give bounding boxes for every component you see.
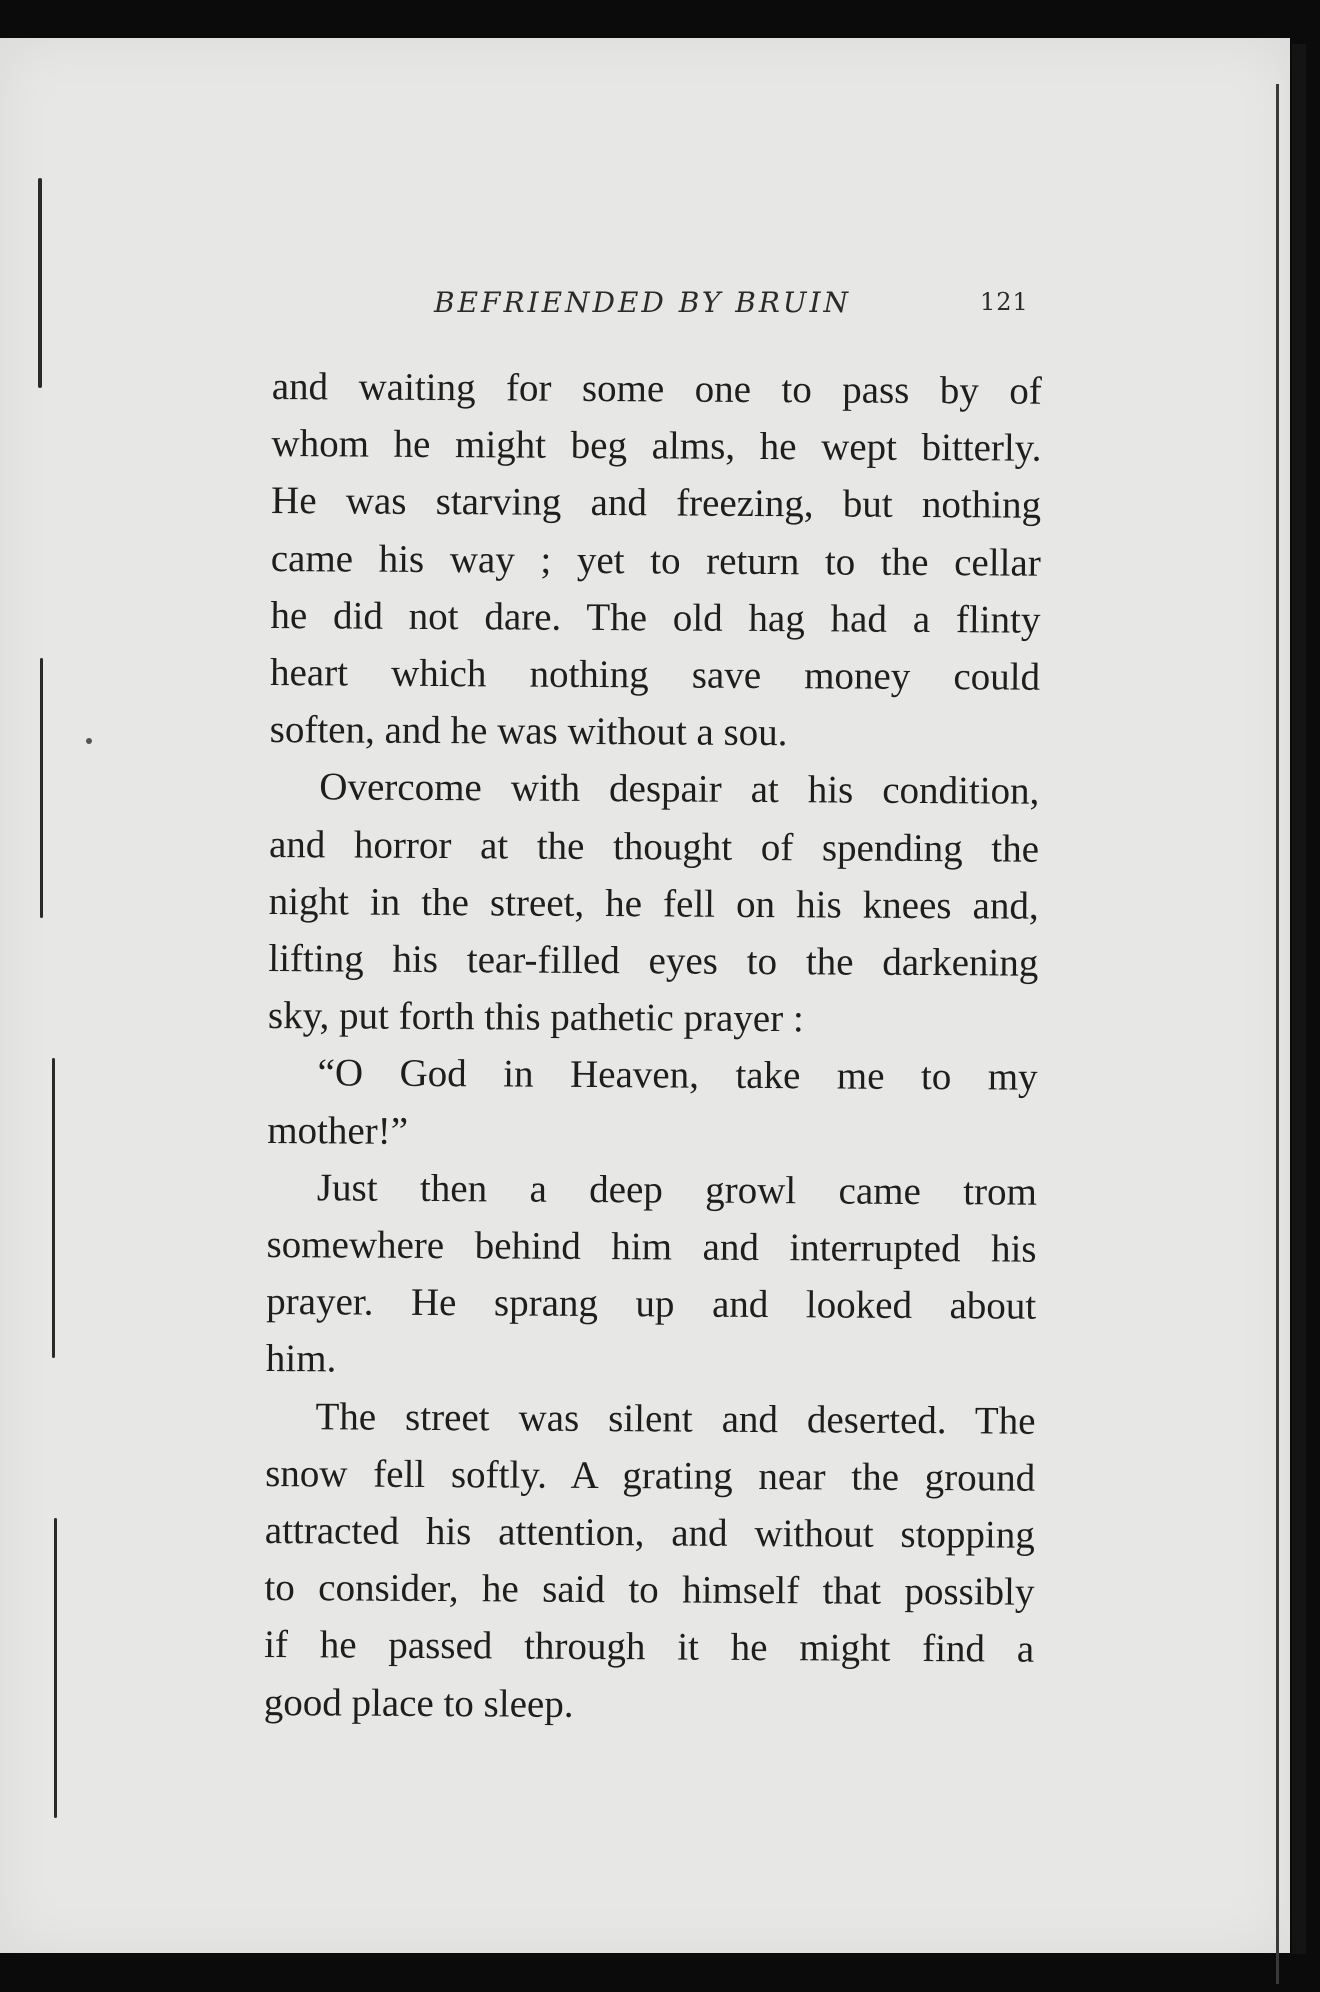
text-line: “O God in Heaven, take me to my — [317, 1051, 1038, 1100]
text-line: attracted his attention, and without stopping — [264, 1509, 1035, 1557]
binding-mark — [52, 1058, 55, 1358]
paragraph — [267, 1159, 1037, 1221]
paragraph — [270, 358, 1042, 763]
page-header — [398, 286, 1038, 326]
paragraph-continuation — [268, 816, 1039, 1050]
text-line: heart which nothing save money could — [269, 651, 1041, 699]
text-line: Overcome with despair at his condition, — [319, 765, 1040, 814]
running-head: BEFRIENDED BY BRUIN — [434, 286, 852, 319]
paragraph — [269, 758, 1039, 820]
page-edge — [1276, 84, 1279, 1984]
page-number: 121 — [980, 288, 1029, 316]
text-line: he did not dare. The old hag had a flinty — [270, 593, 1041, 642]
paragraph-continuation — [264, 1445, 1036, 1736]
binding-mark — [54, 1518, 57, 1818]
text-line: Just then a deep growl came trom — [316, 1166, 1038, 1214]
scan-border — [1292, 44, 1306, 1954]
text-line: prayer. He sprang up and looked about — [266, 1280, 1037, 1328]
text-line: him. — [265, 1337, 337, 1381]
text-line: and waiting for some one to pass by of — [271, 364, 1042, 413]
text-line: mother!” — [267, 1108, 409, 1153]
body-text — [264, 358, 1042, 1736]
text-line: somewhere behind him and interrupted his — [266, 1223, 1037, 1271]
text-line: good place to sleep. — [263, 1680, 574, 1726]
paragraph — [265, 1388, 1035, 1450]
text-line: came his way ; yet to return to the cellar — [270, 536, 1041, 585]
paper-speck — [86, 738, 92, 744]
binding-mark — [40, 658, 43, 918]
text-line: soften, and he was without a sou. — [269, 708, 788, 755]
text-line: whom he might beg alms, he wept bitterly. — [271, 422, 1042, 470]
text-line: lifting his tear-filled eyes to the darkening — [268, 937, 1039, 985]
paragraph-continuation — [266, 1216, 1037, 1392]
text-line: night in the street, he fell on his knees and, — [268, 879, 1039, 928]
text-line: if he passed through it he might find a — [264, 1623, 1035, 1672]
book-page — [0, 38, 1290, 1953]
text-line: He was starving and freezing, but nothing — [270, 479, 1042, 528]
paragraph — [267, 1044, 1037, 1106]
binding-mark — [38, 178, 42, 388]
text-line: snow fell softly. A grating near the ground — [265, 1451, 1036, 1500]
text-line: sky, put forth this pathetic prayer : — [267, 994, 804, 1041]
text-line: The street was silent and deserted. The — [315, 1394, 1036, 1443]
paragraph-continuation — [267, 1102, 1037, 1164]
text-line: and horror at the thought of spending the — [268, 822, 1040, 871]
text-line: to consider, he said to himself that possibly — [264, 1566, 1035, 1614]
